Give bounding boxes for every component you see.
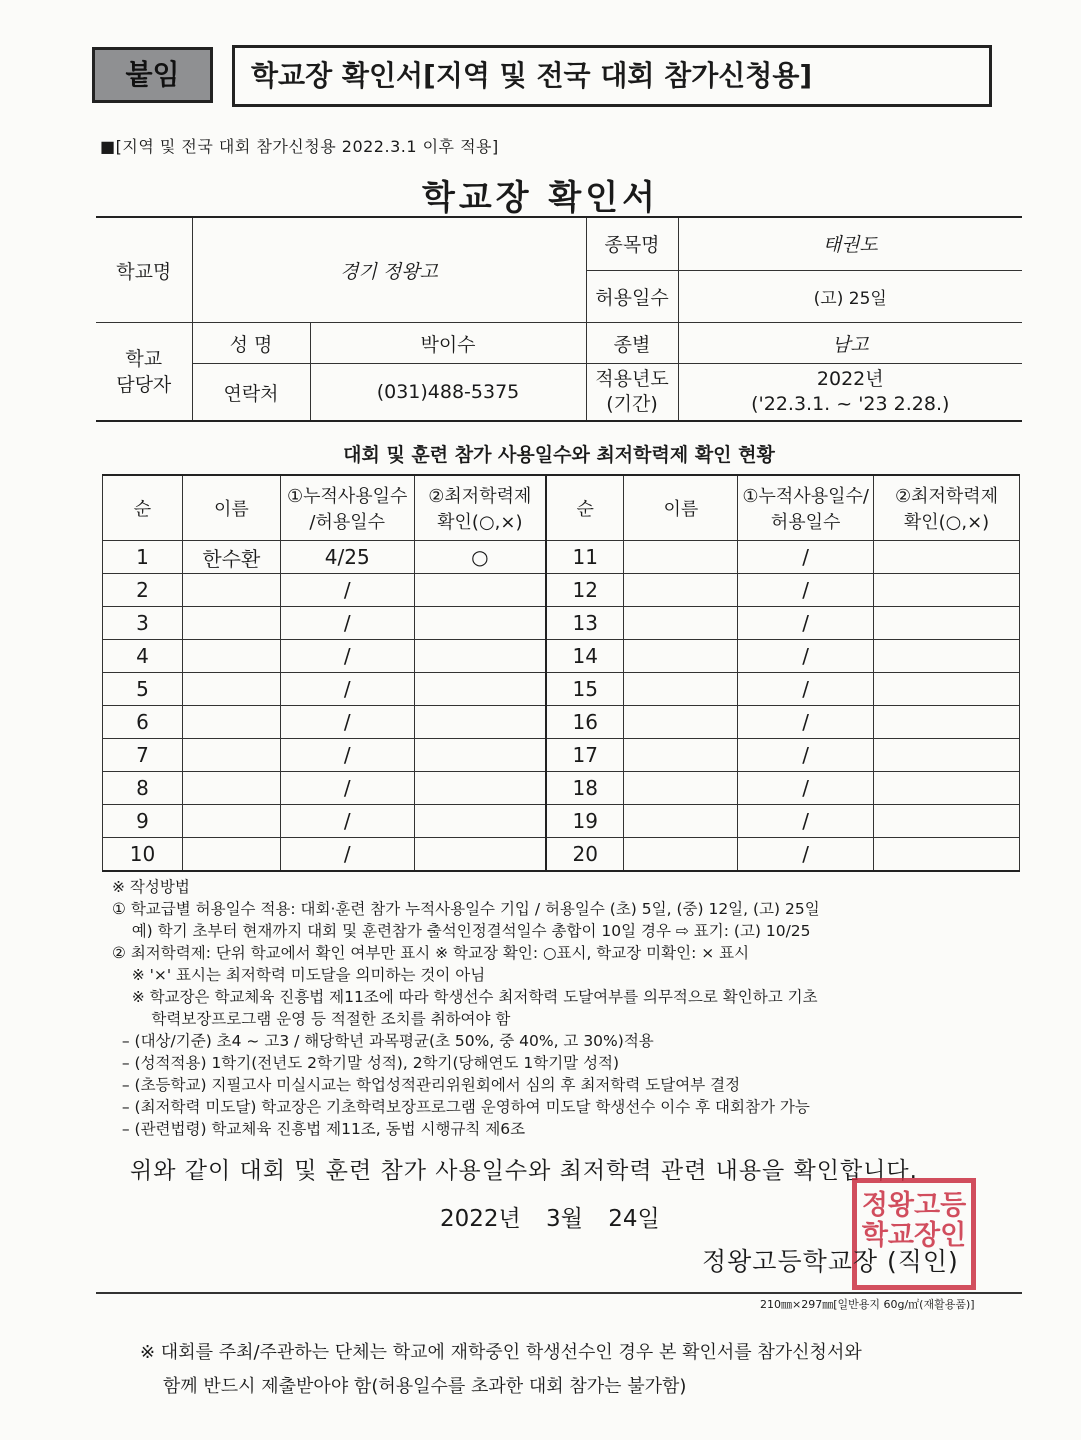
roster-cell-days1: 4/25 xyxy=(280,541,414,574)
roster-cell-name2 xyxy=(624,805,738,838)
signer-line: 정왕고등학교장 (직인) xyxy=(702,1247,959,1276)
roster-cell-days2: / xyxy=(738,673,874,706)
roster-cell-days1: / xyxy=(280,673,414,706)
roster-header-6: ①누적사용일수/ 허용일수 xyxy=(738,475,874,541)
roster-cell-name1: 한수환 xyxy=(182,541,280,574)
roster-cell-name1 xyxy=(182,706,280,739)
roster-cell-n1: 3 xyxy=(103,607,183,640)
name-value: 박이수 xyxy=(310,323,586,364)
issue-date: 2022년 3월 24일 xyxy=(440,1206,660,1232)
roster-cell-name2 xyxy=(624,541,738,574)
roster-cell-chk2 xyxy=(874,706,1020,739)
roster-cell-name2 xyxy=(624,838,738,872)
roster-header-2: ①누적사용일수 /허용일수 xyxy=(280,475,414,541)
roster-cell-chk1 xyxy=(414,706,546,739)
roster-cell-n1: 1 xyxy=(103,541,183,574)
gender-label: 종별 xyxy=(586,323,678,364)
roster-cell-days2: / xyxy=(738,805,874,838)
attachment-tag: 붙임 xyxy=(92,47,213,103)
guide-line: 학력보장프로그램 운영 등 적절한 조치를 취하여야 함 xyxy=(112,1010,511,1028)
footer-line: 함께 반드시 제출받아야 함(허용일수를 초과한 대회 참가는 불가함) xyxy=(140,1376,687,1397)
roster-cell-chk1 xyxy=(414,772,546,805)
table-row xyxy=(103,607,1020,640)
roster-cell-chk1 xyxy=(414,739,546,772)
roster-cell-days1: / xyxy=(280,739,414,772)
guide-line: ※ '×' 표시는 최저학력 미도달을 의미하는 것이 아님 xyxy=(112,966,486,984)
roster-cell-n1: 7 xyxy=(103,739,183,772)
guide-line: ※ 작성방법 xyxy=(112,878,190,896)
roster-cell-name1 xyxy=(182,574,280,607)
roster-cell-n2: 12 xyxy=(546,574,624,607)
footer-note xyxy=(140,1336,862,1404)
roster-cell-days2: / xyxy=(738,541,874,574)
guide-line: 예) 학기 초부터 현재까지 대회 및 훈련참가 출석인정결석일수 총합이 10일 경우 ⇨ 표기: (고) 10/25 xyxy=(112,922,811,940)
roster-cell-chk1 xyxy=(414,640,546,673)
roster-header-1: 이름 xyxy=(182,475,280,541)
roster-cell-chk1 xyxy=(414,574,546,607)
roster-cell-n2: 17 xyxy=(546,739,624,772)
roster-cell-name1 xyxy=(182,673,280,706)
gender-value: 남고 xyxy=(678,323,1022,364)
roster-cell-days1: / xyxy=(280,838,414,872)
roster-cell-n1: 6 xyxy=(103,706,183,739)
allowed-days-value: (고) 25일 xyxy=(678,270,1022,322)
roster-cell-chk1: ○ xyxy=(414,541,546,574)
table-row xyxy=(103,772,1020,805)
roster-cell-n1: 10 xyxy=(103,838,183,872)
roster-cell-chk2 xyxy=(874,607,1020,640)
roster-cell-days2: / xyxy=(738,640,874,673)
roster-cell-n1: 2 xyxy=(103,574,183,607)
roster-cell-days2: / xyxy=(738,607,874,640)
guide-line: ① 학교급별 허용일수 적용: 대회·훈련 참가 누적사용일수 기입 / 허용일수 (초) 5일, (중) 12일, (고) 25일 xyxy=(112,900,820,918)
roster-cell-days1: / xyxy=(280,772,414,805)
roster-header-5: 이름 xyxy=(624,475,738,541)
roster-cell-name2 xyxy=(624,739,738,772)
table-row xyxy=(103,805,1020,838)
roster-cell-n2: 14 xyxy=(546,640,624,673)
roster-cell-name2 xyxy=(624,574,738,607)
guide-line: ※ 학교장은 학교체육 진흥법 제11조에 따라 학생선수 최저학력 도달여부를 의무적으로 확인하고 기초 xyxy=(112,988,818,1006)
principal-seal: 정왕고등 학교장인 xyxy=(852,1178,976,1290)
roster-cell-name2 xyxy=(624,706,738,739)
roster-cell-name2 xyxy=(624,640,738,673)
table-row xyxy=(103,673,1020,706)
roster-cell-days2: / xyxy=(738,838,874,872)
paper-spec: 210㎜×297㎜[일반용지 60g/㎡(재활용품)] xyxy=(760,1298,975,1311)
roster-cell-name1 xyxy=(182,772,280,805)
roster-cell-chk2 xyxy=(874,673,1020,706)
roster-header-3: ②최저학력제 확인(○,×) xyxy=(414,475,546,541)
allowed-days-label: 허용일수 xyxy=(586,270,678,322)
roster-cell-chk2 xyxy=(874,805,1020,838)
roster-cell-n2: 18 xyxy=(546,772,624,805)
roster-header-7: ②최저학력제 확인(○,×) xyxy=(874,475,1020,541)
form-title-box: 학교장 확인서[지역 및 전국 대회 참가신청용] xyxy=(232,45,992,107)
roster-cell-chk1 xyxy=(414,607,546,640)
name-label: 성 명 xyxy=(192,323,310,364)
roster-cell-chk2 xyxy=(874,541,1020,574)
divider xyxy=(96,1292,1022,1294)
guide-line: – (최저학력 미도달) 학교장은 기초학력보장프로그램 운영하여 미도달 학생선수 이수 후 대회참가 가능 xyxy=(112,1098,810,1116)
roster-cell-n2: 16 xyxy=(546,706,624,739)
table-row xyxy=(103,541,1020,574)
roster-cell-name2 xyxy=(624,607,738,640)
info-table xyxy=(96,216,1022,422)
roster-cell-days1: / xyxy=(280,805,414,838)
sport-value: 태권도 xyxy=(678,217,1022,270)
roster-table xyxy=(102,474,1020,872)
table-row xyxy=(103,706,1020,739)
year-label: 적용년도 (기간) xyxy=(586,364,678,422)
footer-line: ※ 대회를 주최/주관하는 단체는 학교에 재학중인 학생선수인 경우 본 확인서를 참가신청서와 xyxy=(140,1342,862,1363)
staff-label: 학교 담당자 xyxy=(96,323,192,422)
roster-cell-chk2 xyxy=(874,838,1020,872)
roster-cell-chk1 xyxy=(414,805,546,838)
writing-guide xyxy=(112,876,1032,1140)
guide-line: – (대상/기준) 초4 ~ 고3 / 해당학년 과목평균(초 50%, 중 40%, 고 30%)적용 xyxy=(112,1032,654,1050)
roster-cell-chk2 xyxy=(874,739,1020,772)
roster-cell-name2 xyxy=(624,673,738,706)
roster-title: 대회 및 훈련 참가 사용일수와 최저학력제 확인 현황 xyxy=(343,444,775,466)
roster-cell-chk2 xyxy=(874,574,1020,607)
applicability-note: ■[지역 및 전국 대회 참가신청용 2022.3.1 이후 적용] xyxy=(100,137,499,156)
guide-line: ② 최저학력제: 단위 학교에서 확인 여부만 표시 ※ 학교장 확인: ○표시, 학교장 미확인: × 표시 xyxy=(112,944,750,962)
roster-cell-days2: / xyxy=(738,574,874,607)
roster-cell-name2 xyxy=(624,772,738,805)
roster-cell-n1: 4 xyxy=(103,640,183,673)
roster-cell-n2: 11 xyxy=(546,541,624,574)
roster-cell-chk1 xyxy=(414,673,546,706)
school-value: 경기 정왕고 xyxy=(192,217,586,323)
guide-line: – (성적적용) 1학기(전년도 2학기말 성적), 2학기(당해연도 1학기말 성적) xyxy=(112,1054,620,1072)
table-row xyxy=(103,574,1020,607)
guide-line: – (관련법령) 학교체육 진흥법 제11조, 동법 시행규칙 제6조 xyxy=(112,1120,526,1138)
roster-cell-chk2 xyxy=(874,640,1020,673)
roster-cell-days1: / xyxy=(280,607,414,640)
roster-cell-chk2 xyxy=(874,772,1020,805)
roster-cell-days1: / xyxy=(280,640,414,673)
roster-cell-n2: 20 xyxy=(546,838,624,872)
roster-cell-n2: 19 xyxy=(546,805,624,838)
roster-cell-n1: 8 xyxy=(103,772,183,805)
roster-cell-name1 xyxy=(182,805,280,838)
roster-cell-name1 xyxy=(182,838,280,872)
roster-header-4: 순 xyxy=(546,475,624,541)
school-label: 학교명 xyxy=(96,217,192,323)
sport-label: 종목명 xyxy=(586,217,678,270)
roster-cell-n2: 15 xyxy=(546,673,624,706)
roster-cell-name1 xyxy=(182,640,280,673)
contact-value: (031)488-5375 xyxy=(310,364,586,422)
page-title: 학교장 확인서 xyxy=(422,178,659,218)
roster-cell-name1 xyxy=(182,607,280,640)
table-row xyxy=(103,838,1020,872)
guide-line: – (초등학교) 지필고사 미실시교는 학업성적관리위원회에서 심의 후 최저학력 도달여부 결정 xyxy=(112,1076,741,1094)
roster-cell-chk1 xyxy=(414,838,546,872)
year-value: 2022년 ('22.3.1. ~ '23 2.28.) xyxy=(678,364,1022,422)
table-row xyxy=(103,640,1020,673)
roster-cell-n1: 9 xyxy=(103,805,183,838)
roster-cell-n2: 13 xyxy=(546,607,624,640)
roster-cell-name1 xyxy=(182,739,280,772)
roster-cell-days1: / xyxy=(280,574,414,607)
confirmation-statement: 위와 같이 대회 및 훈련 참가 사용일수와 최저학력 관련 내용을 확인합니다. xyxy=(130,1158,918,1184)
contact-label: 연락처 xyxy=(192,364,310,422)
roster-cell-days1: / xyxy=(280,706,414,739)
roster-cell-days2: / xyxy=(738,772,874,805)
roster-cell-days2: / xyxy=(738,739,874,772)
roster-header-0: 순 xyxy=(103,475,183,541)
roster-cell-n1: 5 xyxy=(103,673,183,706)
roster-cell-days2: / xyxy=(738,706,874,739)
table-row xyxy=(103,739,1020,772)
